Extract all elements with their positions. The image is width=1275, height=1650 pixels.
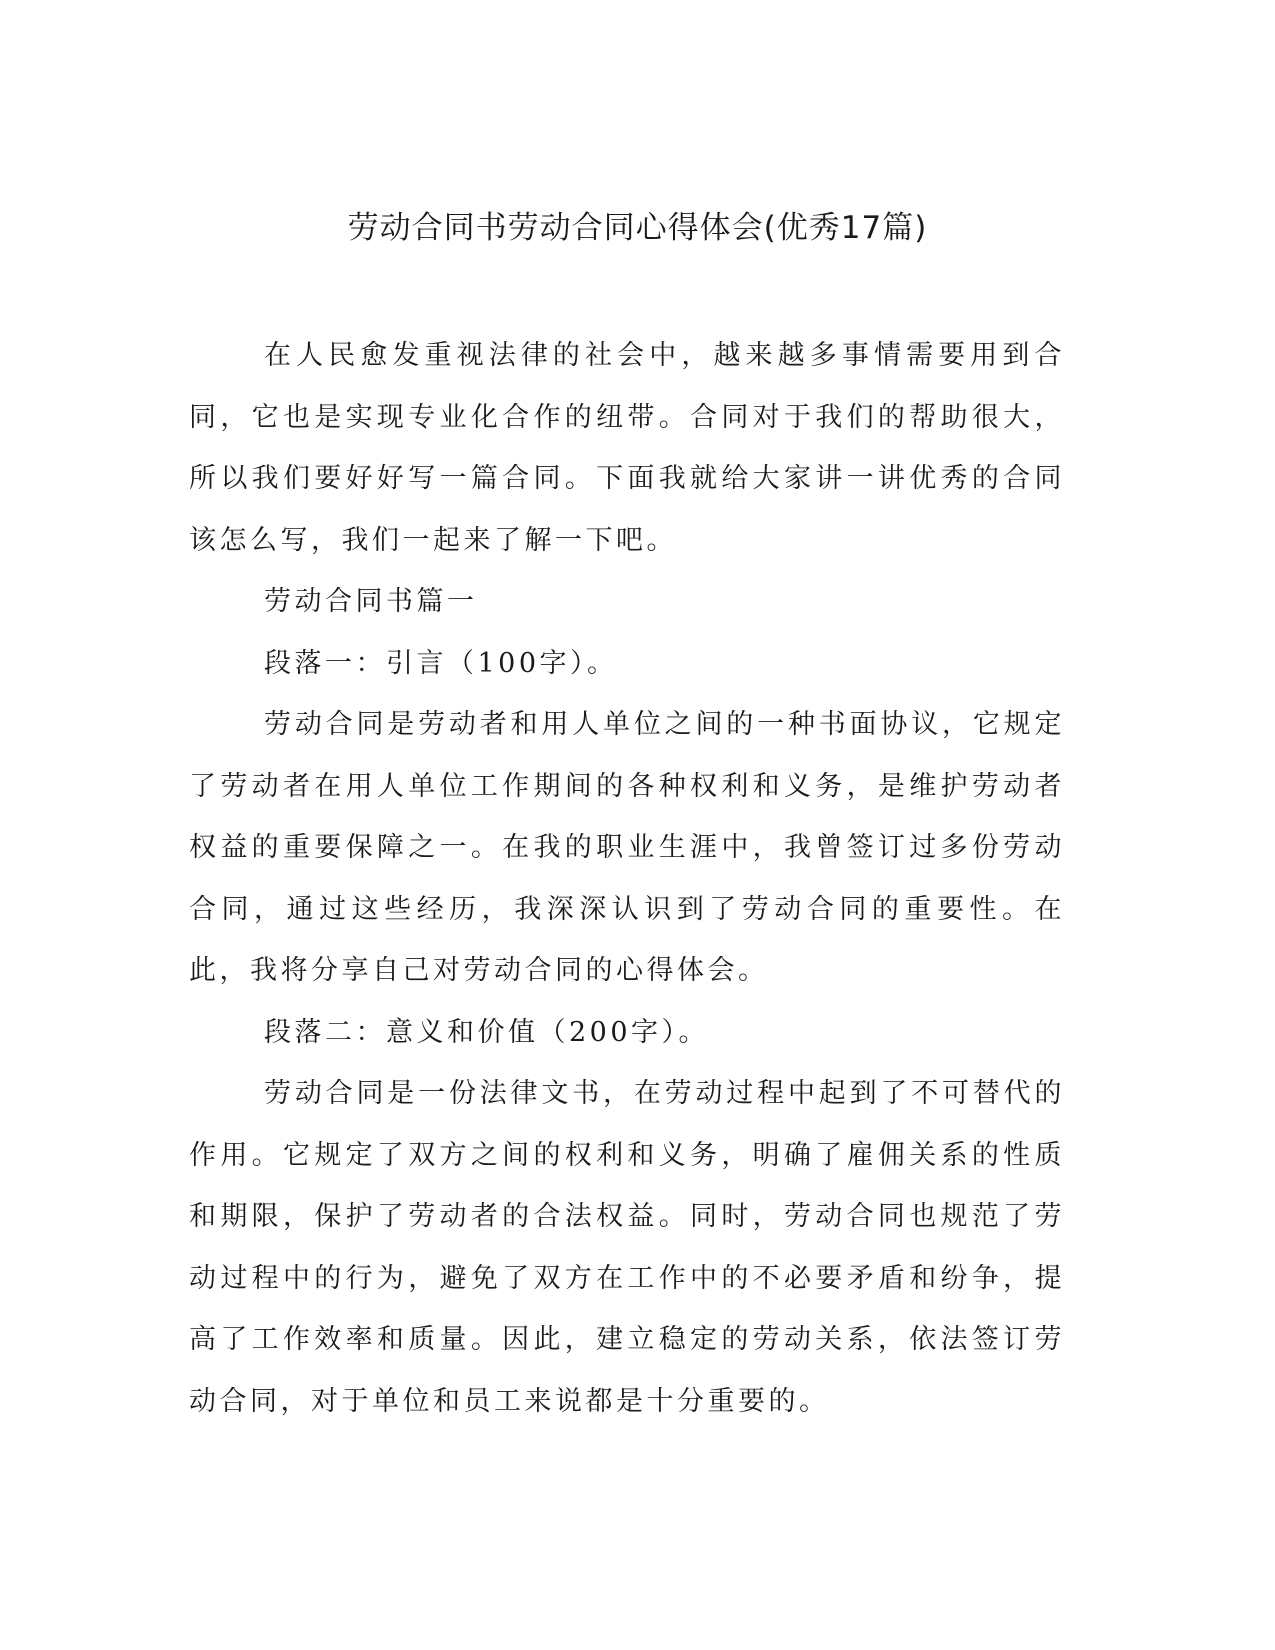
paragraph: 劳动合同是劳动者和用人单位之间的一种书面协议，它规定了劳动者在用人单位工作期间的各种权利和义务，是维护劳动者权益的重要保障之一。在我的职业生涯中，我曾签订过多份劳动合同，通过这些经历，我深深认识到了劳动合同的重要性。在此，我将分享自己对劳动合同的心得体会。	[189, 709, 1065, 986]
paragraph-intro: 在人民愈发重视法律的社会中，越来越多事情需要用到合同，它也是实现专业化合作的纽带。合同对于我们的帮助很大，所以我们要好好写一篇合同。下面我就给大家讲一讲优秀的合同该怎么写，我们一起来了解一下吧。	[189, 340, 1065, 556]
subsection-heading: 段落一：引言（100字）。	[264, 647, 618, 679]
document-body	[189, 325, 1065, 1432]
document-title: 劳动合同书劳动合同心得体会(优秀17篇)	[347, 210, 928, 246]
section-heading: 劳动合同书篇一	[264, 586, 478, 617]
paragraph: 劳动合同是一份法律文书，在劳动过程中起到了不可替代的作用。它规定了双方之间的权利和义务，明确了雇佣关系的性质和期限，保护了劳动者的合法权益。同时，劳动合同也规范了劳动过程中的行为，避免了双方在工作中的不必要矛盾和纷争，提高了工作效率和质量。因此，建立稳定的劳动关系，依法签订劳动合同，对于单位和员工来说都是十分重要的。	[189, 1078, 1065, 1417]
subsection-heading: 段落二：意义和价值（200字）。	[264, 1016, 710, 1048]
